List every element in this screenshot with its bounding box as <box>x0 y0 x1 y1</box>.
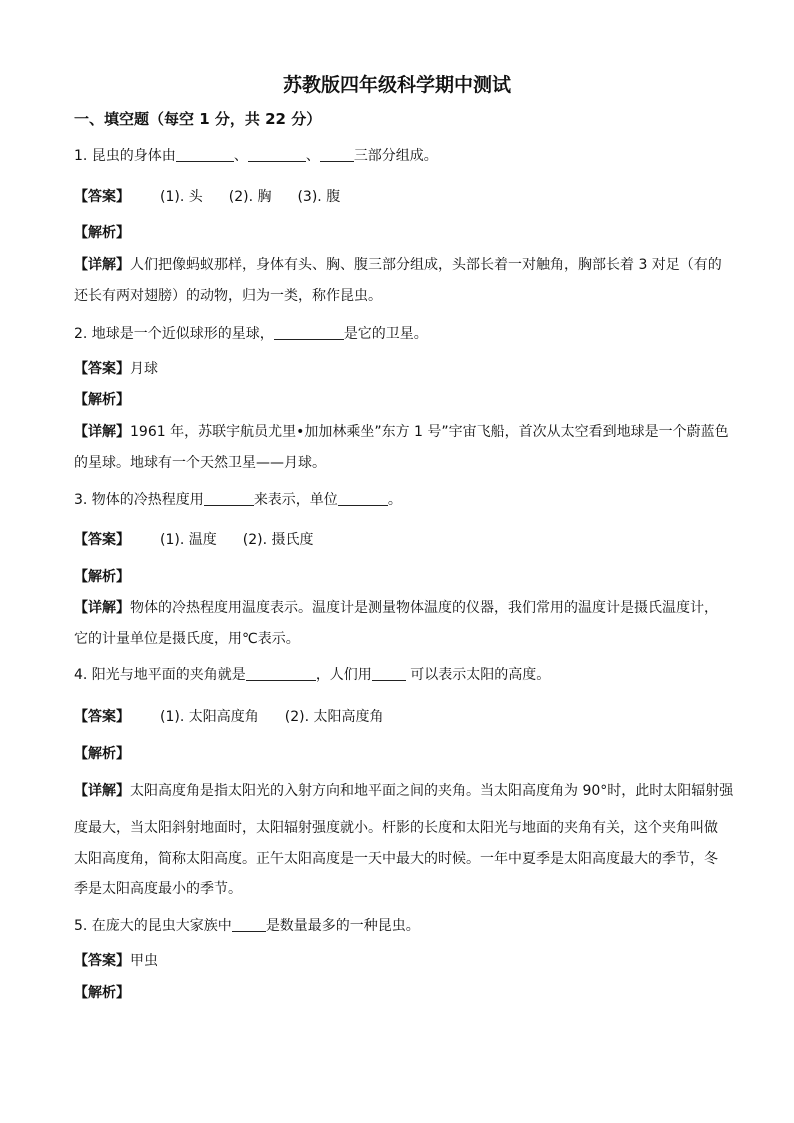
question-text: 4. 阳光与地平面的夹角就是 <box>74 667 246 683</box>
detail-label: 【详解】 <box>74 257 130 273</box>
question-text: 5. 在庞大的昆虫大家族中 <box>74 918 232 934</box>
page-title: 苏教版四年级科学期中测试 <box>282 74 511 96</box>
question-1 <box>74 147 438 165</box>
analysis-label: 【解析】 <box>74 985 130 1001</box>
answer-label: 【答案】 <box>74 532 130 548</box>
answer-item: (2). 太阳高度角 <box>284 709 384 725</box>
question-text: 3. 物体的冷热程度用 <box>74 492 204 508</box>
detail-line: 还长有两对翅膀）的动物，归为一类，称作昆虫。 <box>74 288 382 304</box>
answer-label: 【答案】 <box>74 709 130 725</box>
question-5 <box>74 917 420 935</box>
question-2 <box>74 325 428 343</box>
answer-3 <box>74 531 313 549</box>
question-3 <box>74 491 402 509</box>
answer-item: (1). 温度 <box>160 532 217 548</box>
question-text: 2. 地球是一个近似球形的星球， <box>74 326 274 342</box>
detail-label: 【详解】 <box>74 424 130 440</box>
analysis-label: 【解析】 <box>74 569 130 585</box>
question-text: ，人们用 <box>315 667 372 683</box>
answer-2 <box>74 360 158 378</box>
answer-item: (1). 太阳高度角 <box>160 709 259 725</box>
detail-text: 物体的冷热程度用温度表示。温度计是测量物体温度的仪器，我们常用的温度计是摄氏温度计， <box>130 600 718 616</box>
answer-blank <box>320 147 354 162</box>
answer-blank <box>176 147 234 162</box>
question-text: 来表示，单位 <box>253 492 338 508</box>
answer-item: (2). 摄氏度 <box>242 532 314 548</box>
question-4 <box>74 666 550 684</box>
detail-line <box>74 599 718 617</box>
answer-blank <box>232 917 266 932</box>
answer-item: (3). 腹 <box>297 189 341 205</box>
answer-1 <box>74 188 340 206</box>
question-text: 、 <box>305 148 320 164</box>
question-text: 1. 昆虫的身体由 <box>74 148 176 164</box>
detail-text: 1961 年，苏联宇航员尤里•加加林乘坐”东方 1 号”宇宙飞船，首次从太空看到地球是一个蔚蓝色 <box>130 424 729 440</box>
detail-line: 它的计量单位是摄氏度，用℃表示。 <box>74 631 300 647</box>
detail-line: 的星球。地球有一个天然卫星——月球。 <box>74 455 326 471</box>
analysis-label: 【解析】 <box>74 746 130 762</box>
question-text: 三部分组成。 <box>353 148 438 164</box>
answer-item: (2). 胸 <box>228 189 272 205</box>
answer-5 <box>74 952 158 970</box>
detail-line: 季是太阳高度最小的季节。 <box>74 881 242 897</box>
answer-blank <box>338 491 388 506</box>
detail-line <box>74 782 733 800</box>
detail-line <box>74 256 722 274</box>
analysis-label: 【解析】 <box>74 225 130 241</box>
question-text: 可以表示太阳的高度。 <box>405 667 551 683</box>
detail-line: 太阳高度角，简称太阳高度。正午太阳高度是一天中最大的时候。一年中夏季是太阳高度最大的季节，冬 <box>74 851 718 867</box>
answer-text: 甲虫 <box>130 953 158 969</box>
detail-text: 人们把像蚂蚁那样，身体有头、胸、腹三部分组成，头部长着一对触角，胸部长着 3 对足（有的 <box>130 257 722 273</box>
answer-label: 【答案】 <box>74 953 130 969</box>
detail-text: 太阳高度角是指太阳光的入射方向和地平面之间的夹角。当太阳高度角为 90°时，此时太阳辐射强 <box>130 783 734 799</box>
answer-blank <box>204 491 254 506</box>
answer-item: (1). 头 <box>160 189 203 205</box>
detail-label: 【详解】 <box>74 600 130 616</box>
answer-blank <box>372 666 406 681</box>
question-text: 是数量最多的一种昆虫。 <box>265 918 420 934</box>
analysis-label: 【解析】 <box>74 392 130 408</box>
question-text: 是它的卫星。 <box>343 326 428 342</box>
answer-text: 月球 <box>130 361 158 377</box>
answer-blank <box>274 325 344 340</box>
answer-blank <box>248 147 306 162</box>
answer-label: 【答案】 <box>74 361 130 377</box>
detail-line <box>74 423 729 441</box>
detail-line: 度最大，当太阳斜射地面时，太阳辐射强度就小。杆影的长度和太阳光与地面的夹角有关，这个夹角叫做 <box>74 820 718 836</box>
question-text: 、 <box>233 148 248 164</box>
detail-label: 【详解】 <box>74 783 130 799</box>
answer-blank <box>246 666 316 681</box>
answer-label: 【答案】 <box>74 189 130 205</box>
section-heading: 一、填空题（每空 1 分，共 22 分） <box>74 110 322 128</box>
answer-4 <box>74 708 383 726</box>
question-text: 。 <box>387 492 402 508</box>
